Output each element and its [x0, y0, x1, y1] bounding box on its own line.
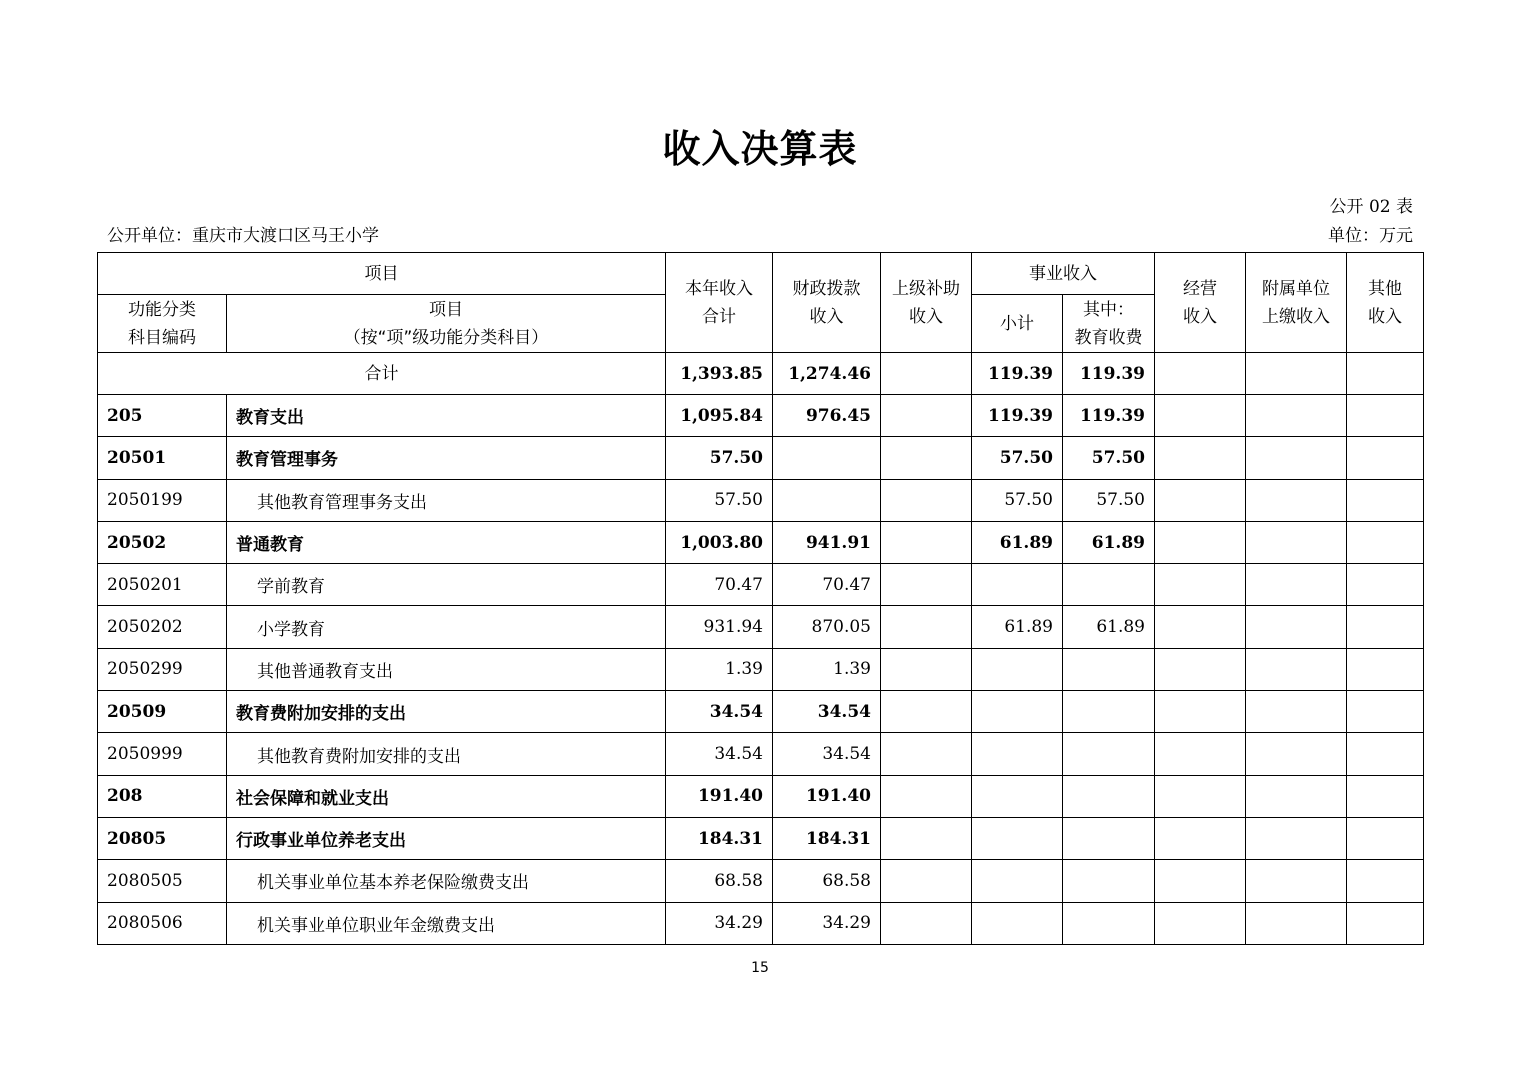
superior-subsidy: [881, 395, 972, 437]
fiscal-appropriation: 34.54: [773, 733, 881, 775]
affiliated-income: [1246, 775, 1347, 817]
education-fee: [1063, 817, 1155, 859]
business-income: [1155, 733, 1246, 775]
education-fee: [1063, 733, 1155, 775]
total-subtotal-value: 119.39: [972, 353, 1063, 395]
item-name: 教育费附加安排的支出: [227, 691, 666, 733]
total-income: 1,003.80: [666, 521, 773, 563]
affiliated-income: [1246, 606, 1347, 648]
item-name: 普通教育: [227, 521, 666, 563]
total-row: [98, 353, 1424, 395]
fiscal-appropriation: [773, 437, 881, 479]
affiliated-income: [1246, 860, 1347, 902]
function-code: 20805: [98, 817, 227, 859]
education-fee: 57.50: [1063, 479, 1155, 521]
fiscal-appropriation: 70.47: [773, 564, 881, 606]
page-title: 收入决算表: [662, 127, 858, 171]
fiscal-appropriation: 191.40: [773, 775, 881, 817]
item-name: 小学教育: [227, 606, 666, 648]
fiscal-appropriation: 34.54: [773, 691, 881, 733]
function-code: 2080505: [98, 860, 227, 902]
page-number: 15: [751, 960, 769, 976]
total-fiscal-value: 1,274.46: [773, 353, 881, 395]
career-subtotal: [972, 691, 1063, 733]
total-income: 34.54: [666, 733, 773, 775]
other-income: [1347, 648, 1424, 690]
function-code: 205: [98, 395, 227, 437]
education-fee: 119.39: [1063, 395, 1155, 437]
affiliated-income: [1246, 902, 1347, 944]
other-income: [1347, 733, 1424, 775]
header-other-income: 其他 收入: [1347, 253, 1424, 353]
affiliated-income: [1246, 564, 1347, 606]
superior-subsidy: [881, 775, 972, 817]
item-name: 其他教育管理事务支出: [227, 479, 666, 521]
superior-subsidy: [881, 902, 972, 944]
total-affiliated-value: [1246, 353, 1347, 395]
superior-subsidy: [881, 860, 972, 902]
header-row-1: [98, 253, 1424, 295]
superior-subsidy: [881, 648, 972, 690]
table-body: [98, 395, 1424, 945]
item-name: 行政事业单位养老支出: [227, 817, 666, 859]
total-income: 1,095.84: [666, 395, 773, 437]
total-other-value: [1347, 353, 1424, 395]
business-income: [1155, 648, 1246, 690]
career-subtotal: [972, 648, 1063, 690]
header-item-name: 项目 （按“项”级功能分类科目）: [227, 295, 666, 353]
affiliated-income: [1246, 521, 1347, 563]
career-subtotal: [972, 775, 1063, 817]
total-income: 57.50: [666, 437, 773, 479]
total-income: 184.31: [666, 817, 773, 859]
other-income: [1347, 860, 1424, 902]
fiscal-appropriation: 184.31: [773, 817, 881, 859]
form-number: 公开 02 表: [1329, 197, 1413, 217]
fiscal-appropriation: 976.45: [773, 395, 881, 437]
business-income: [1155, 521, 1246, 563]
header-fiscal-appropriation: 财政拨款 收入: [773, 253, 881, 353]
function-code: 20509: [98, 691, 227, 733]
total-business-value: [1155, 353, 1246, 395]
item-name: 社会保障和就业支出: [227, 775, 666, 817]
item-name: 其他普通教育支出: [227, 648, 666, 690]
career-subtotal: [972, 817, 1063, 859]
career-subtotal: 57.50: [972, 437, 1063, 479]
income-final-accounts-table: [97, 252, 1424, 945]
other-income: [1347, 479, 1424, 521]
affiliated-income: [1246, 691, 1347, 733]
table-row: [98, 733, 1424, 775]
item-name: 机关事业单位职业年金缴费支出: [227, 902, 666, 944]
superior-subsidy: [881, 691, 972, 733]
function-code: 20502: [98, 521, 227, 563]
total-income: 191.40: [666, 775, 773, 817]
affiliated-income: [1246, 479, 1347, 521]
business-income: [1155, 691, 1246, 733]
superior-subsidy: [881, 564, 972, 606]
affiliated-income: [1246, 733, 1347, 775]
superior-subsidy: [881, 437, 972, 479]
item-name: 其他教育费附加安排的支出: [227, 733, 666, 775]
table-row: [98, 691, 1424, 733]
other-income: [1347, 521, 1424, 563]
table-row: [98, 606, 1424, 648]
header-function-code: 功能分类 科目编码: [98, 295, 227, 353]
function-code: 2050999: [98, 733, 227, 775]
function-code: 2050202: [98, 606, 227, 648]
business-income: [1155, 437, 1246, 479]
total-label: 合计: [98, 353, 666, 395]
table-row: [98, 437, 1424, 479]
business-income: [1155, 395, 1246, 437]
fiscal-appropriation: 941.91: [773, 521, 881, 563]
header-project: 项目: [98, 253, 666, 295]
item-name: 教育支出: [227, 395, 666, 437]
other-income: [1347, 606, 1424, 648]
total-edu-fee-value: 119.39: [1063, 353, 1155, 395]
fiscal-appropriation: 870.05: [773, 606, 881, 648]
fiscal-appropriation: 34.29: [773, 902, 881, 944]
career-subtotal: [972, 564, 1063, 606]
career-subtotal: [972, 733, 1063, 775]
item-name: 机关事业单位基本养老保险缴费支出: [227, 860, 666, 902]
business-income: [1155, 564, 1246, 606]
superior-subsidy: [881, 733, 972, 775]
total-subsidy-value: [881, 353, 972, 395]
total-income: 1.39: [666, 648, 773, 690]
fiscal-appropriation: [773, 479, 881, 521]
other-income: [1347, 775, 1424, 817]
education-fee: [1063, 860, 1155, 902]
other-income: [1347, 691, 1424, 733]
affiliated-income: [1246, 648, 1347, 690]
career-subtotal: [972, 860, 1063, 902]
function-code: 2050199: [98, 479, 227, 521]
function-code: 20501: [98, 437, 227, 479]
affiliated-income: [1246, 817, 1347, 859]
table-row: [98, 902, 1424, 944]
header-subtotal: 小计: [972, 295, 1063, 353]
business-income: [1155, 479, 1246, 521]
superior-subsidy: [881, 479, 972, 521]
header-career-income: 事业收入: [972, 253, 1155, 295]
function-code: 208: [98, 775, 227, 817]
education-fee: [1063, 648, 1155, 690]
education-fee: [1063, 775, 1155, 817]
header-business-income: 经营 收入: [1155, 253, 1246, 353]
other-income: [1347, 817, 1424, 859]
education-fee: [1063, 564, 1155, 606]
header-education-fee: 其中： 教育收费: [1063, 295, 1155, 353]
total-income: 57.50: [666, 479, 773, 521]
superior-subsidy: [881, 521, 972, 563]
function-code: 2050299: [98, 648, 227, 690]
item-name: 教育管理事务: [227, 437, 666, 479]
header-affiliated-income: 附属单位 上缴收入: [1246, 253, 1347, 353]
table-row: [98, 775, 1424, 817]
fiscal-appropriation: 68.58: [773, 860, 881, 902]
other-income: [1347, 564, 1424, 606]
superior-subsidy: [881, 817, 972, 859]
business-income: [1155, 775, 1246, 817]
education-fee: 57.50: [1063, 437, 1155, 479]
currency-unit: 单位：万元: [1328, 226, 1413, 246]
item-name: 学前教育: [227, 564, 666, 606]
header-superior-subsidy: 上级补助 收入: [881, 253, 972, 353]
table-row: [98, 395, 1424, 437]
other-income: [1347, 395, 1424, 437]
total-income: 34.29: [666, 902, 773, 944]
function-code: 2050201: [98, 564, 227, 606]
table-row: [98, 479, 1424, 521]
career-subtotal: 119.39: [972, 395, 1063, 437]
career-subtotal: 61.89: [972, 606, 1063, 648]
career-subtotal: 61.89: [972, 521, 1063, 563]
total-income: 931.94: [666, 606, 773, 648]
total-income-value: 1,393.85: [666, 353, 773, 395]
table-row: [98, 564, 1424, 606]
table-row: [98, 817, 1424, 859]
function-code: 2080506: [98, 902, 227, 944]
fiscal-appropriation: 1.39: [773, 648, 881, 690]
header-total-income: 本年收入 合计: [666, 253, 773, 353]
education-fee: 61.89: [1063, 521, 1155, 563]
table-row: [98, 648, 1424, 690]
education-fee: 61.89: [1063, 606, 1155, 648]
total-income: 68.58: [666, 860, 773, 902]
superior-subsidy: [881, 606, 972, 648]
business-income: [1155, 860, 1246, 902]
education-fee: [1063, 691, 1155, 733]
total-income: 70.47: [666, 564, 773, 606]
career-subtotal: [972, 902, 1063, 944]
other-income: [1347, 902, 1424, 944]
affiliated-income: [1246, 395, 1347, 437]
education-fee: [1063, 902, 1155, 944]
publishing-unit: 公开单位：重庆市大渡口区马王小学: [107, 226, 379, 246]
career-subtotal: 57.50: [972, 479, 1063, 521]
affiliated-income: [1246, 437, 1347, 479]
business-income: [1155, 902, 1246, 944]
table-row: [98, 521, 1424, 563]
business-income: [1155, 817, 1246, 859]
business-income: [1155, 606, 1246, 648]
table-row: [98, 860, 1424, 902]
other-income: [1347, 437, 1424, 479]
total-income: 34.54: [666, 691, 773, 733]
